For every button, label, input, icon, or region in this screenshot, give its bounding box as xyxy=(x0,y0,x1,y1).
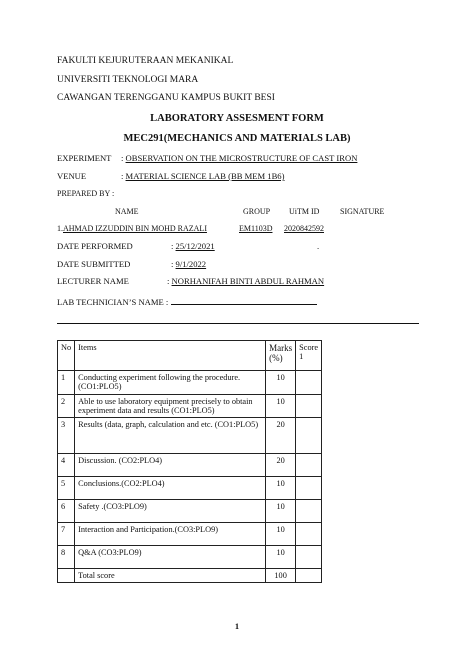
row-item: Interaction and Participation.(CO3:PLO9) xyxy=(75,523,266,546)
lab-technician-blank[interactable] xyxy=(171,296,317,305)
row-score[interactable] xyxy=(296,546,322,569)
row-score[interactable] xyxy=(296,477,322,500)
row-marks: 10 xyxy=(266,546,296,569)
row-marks: 10 xyxy=(266,371,296,395)
row-no: 3 xyxy=(58,418,75,454)
student-id: 2020842592 xyxy=(284,224,324,233)
row-no: 8 xyxy=(58,546,75,569)
table-row xyxy=(58,546,322,569)
section-divider xyxy=(57,323,419,324)
row-marks: 10 xyxy=(266,394,296,418)
row-score[interactable] xyxy=(296,500,322,523)
row-score[interactable] xyxy=(296,454,322,477)
university-name: UNIVERSITI TEKNOLOGI MARA xyxy=(57,75,199,85)
row-no: 2 xyxy=(58,394,75,418)
experiment-text: OBSERVATION ON THE MICROSTRUCTURE OF CAST IRON xyxy=(125,153,358,163)
course-title: MEC291(MECHANICS AND MATERIALS LAB) xyxy=(123,133,351,144)
table-row xyxy=(58,500,322,523)
prepared-by-label: PREPARED BY : xyxy=(57,189,115,198)
table-row xyxy=(58,523,322,546)
lecturer-label: LECTURER NAME xyxy=(57,276,129,286)
table-row xyxy=(58,371,322,395)
row-no: 5 xyxy=(58,477,75,500)
campus-name: CAWANGAN TERENGGANU KAMPUS BUKIT BESI xyxy=(57,93,275,103)
total-marks: 100 xyxy=(266,569,296,583)
row-no: 7 xyxy=(58,523,75,546)
date-performed-value: : 25/12/2021 xyxy=(171,241,215,251)
row-item: Able to use laboratory equipment precisely to obtain experiment data and results (CO1:PLO5) xyxy=(75,394,266,418)
column-name: NAME xyxy=(115,207,139,216)
form-title: LABORATORY ASSESMENT FORM xyxy=(150,113,324,124)
column-uitm-id: UiTM ID xyxy=(289,207,320,216)
student-index: 1. xyxy=(57,224,63,233)
date-performed-text: 25/12/2021 xyxy=(175,241,215,251)
student-name-text: AHMAD IZZUDDIN BIN MOHD RAZALI xyxy=(63,224,207,233)
student-group: EM1103D xyxy=(239,224,273,233)
total-no xyxy=(58,569,75,583)
column-group: GROUP xyxy=(243,207,271,216)
table-row xyxy=(58,418,322,454)
row-no: 4 xyxy=(58,454,75,477)
row-item: Conclusions.(CO2:PLO4) xyxy=(75,477,266,500)
header-score: Score 1 xyxy=(296,341,322,371)
row-item: Q&A (CO3:PLO9) xyxy=(75,546,266,569)
total-score[interactable] xyxy=(296,569,322,583)
row-marks: 20 xyxy=(266,418,296,454)
lecturer-text: NORHANIFAH BINTI ABDUL RAHMAN xyxy=(171,276,325,286)
row-score[interactable] xyxy=(296,523,322,546)
row-marks: 20 xyxy=(266,454,296,477)
lecturer-value: : NORHANIFAH BINTI ABDUL RAHMAN xyxy=(167,276,325,286)
experiment-label: EXPERIMENT xyxy=(57,153,112,163)
student-name xyxy=(57,224,207,233)
row-item: Safety .(CO3:PLO9) xyxy=(75,500,266,523)
date-submitted-text: 9/1/2022 xyxy=(175,259,207,269)
row-no: 6 xyxy=(58,500,75,523)
date-performed-end-mark: . xyxy=(317,241,320,251)
table-row xyxy=(58,477,322,500)
date-submitted-label: DATE SUBMITTED xyxy=(57,259,131,269)
venue-value: : MATERIAL SCIENCE LAB (BB MEM 1B6) xyxy=(121,171,285,181)
total-label: Total score xyxy=(75,569,266,583)
experiment-value: : OBSERVATION ON THE MICROSTRUCTURE OF CAST IRON xyxy=(121,153,358,163)
lab-technician-text: LAB TECHNICIAN’S NAME : xyxy=(57,297,169,307)
row-marks: 10 xyxy=(266,523,296,546)
venue-label: VENUE xyxy=(57,171,87,181)
row-item: Discussion. (CO2:PLO4) xyxy=(75,454,266,477)
row-score[interactable] xyxy=(296,418,322,454)
header-marks: Marks (%) xyxy=(266,341,296,371)
date-performed-label: DATE PERFORMED xyxy=(57,241,133,251)
row-score[interactable] xyxy=(296,394,322,418)
table-row xyxy=(58,454,322,477)
header-no: No xyxy=(58,341,75,371)
date-submitted-value: : 9/1/2022 xyxy=(171,259,207,269)
page-number: 1 xyxy=(234,621,240,631)
total-row xyxy=(58,569,322,583)
row-marks: 10 xyxy=(266,477,296,500)
row-item: Conducting experiment following the procedure. (CO1:PLO5) xyxy=(75,371,266,395)
assessment-table xyxy=(57,340,322,583)
faculty-name: FAKULTI KEJURUTERAAN MEKANIKAL xyxy=(57,56,234,66)
table-row xyxy=(58,394,322,418)
row-item: Results (data, graph, calculation and etc. (CO1:PLO5) xyxy=(75,418,266,454)
row-no: 1 xyxy=(58,371,75,395)
column-signature: SIGNATURE xyxy=(340,207,385,216)
lab-technician-label xyxy=(57,296,317,307)
header-items: Items xyxy=(75,341,266,371)
row-marks: 10 xyxy=(266,500,296,523)
row-score[interactable] xyxy=(296,371,322,395)
table-header-row xyxy=(58,341,322,371)
venue-text: MATERIAL SCIENCE LAB (BB MEM 1B6) xyxy=(125,171,285,181)
